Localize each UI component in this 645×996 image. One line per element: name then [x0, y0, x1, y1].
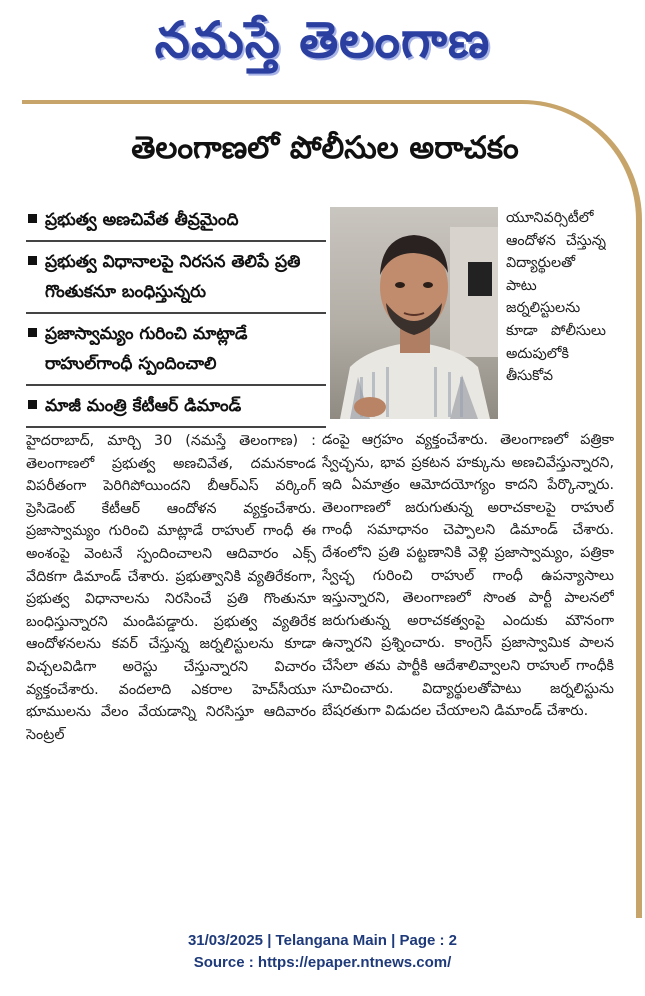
- source-link[interactable]: Source : https://epaper.ntnews.com/: [193, 954, 452, 971]
- subheadline-text: ప్రభుత్వ అణచివేత తీవ్రమైంది: [45, 210, 239, 230]
- subheadline-item: [26, 200, 326, 242]
- subheadline-item: [26, 242, 326, 314]
- bullet-icon: [28, 328, 37, 337]
- bullet-icon: [28, 400, 37, 409]
- masthead: [0, 6, 645, 86]
- person-portrait-icon: [330, 207, 498, 419]
- article-body-column-right-top: యూనివర్సిటీలో ఆందోళన చేస్తున్న విద్యార్థులతో పాటు జర్నలిస్టులను కూడా పోలీసులు అదుపులోకి తీసుకోవ: [506, 210, 606, 385]
- subheadline-text: ప్రభుత్వ విధానాలపై నిరసన తెలిపే ప్రతి గొంతుకనూ బంధిస్తున్నరు: [45, 252, 301, 302]
- newspaper-title: నమస్తే తెలంగాణ: [154, 10, 491, 69]
- subheadline-item: [26, 314, 326, 386]
- article-body-column-left: హైదరాబాద్‌, మార్చి 30 (నమస్తే తెలంగాణ) : తెలంగాణలో ప్రభుత్వ అణచివేత, దమనకాండ విపరీతంగా పెరిగిపోయిందని బీఆర్‌ఎస్‌ వర్కింగ్‌ ప్రెసిడెంట్‌ కేటీఆర్‌ ఆందోళన వ్యక్తంచేశారు. ప్రజాస్వామ్యం గురించి మాట్లాడే రాహుల్‌ గాంధీ ఈ అంశంపై వెంటనే స్పందించాలని ఆదివారం ఎక్స్‌ వేదికగా డిమాండ్‌ చేశారు. ప్రభుత్వానికి వ్యతిరేకంగా, ప్రభుత్వ విధానాలను నిరసించే ప్రతి గొంతునూ బంధిస్తున్నారని మండిపడ్డారు. ప్రభుత్వ వ్యతిరేక ఆందోళనలను కవర్‌ చేస్తున్న జర్నలిస్టులను కూడా విచ్చలవిడిగా అరెస్టు చేస్తున్నారని విచారం వ్యక్తంచేశారు. వందలాది ఎకరాల హెచ్‌సీయూ భూములను వేలం వేయడాన్ని నిరసిస్తూ ఆదివారం సెంట్రల్‌: [26, 433, 316, 743]
- bullet-icon: [28, 214, 37, 223]
- subheadline-item: [26, 386, 326, 428]
- bullet-icon: [28, 256, 37, 265]
- subheadline-text: మాజీ మంత్రి కేటీఆర్‌ డిమాండ్‌: [45, 396, 242, 416]
- subheadline-list: [26, 200, 326, 428]
- article-photo: [330, 207, 498, 419]
- article-body-column-right: డంపై ఆగ్రహం వ్యక్తంచేశారు. తెలంగాణలో పత్రికా స్వేచ్ఛను, భావ ప్రకటన హక్కును అణచివేస్తున్నారని, ఇది ఏమాత్రం ఆమోదయోగ్యం కాదని పేర్కొన్నారు. తెలంగాణలో జరుగుతున్న అరాచకాలపై రాహుల్‌ గాంధీ సమాధానం చెప్పాలని డిమాండ్‌ చేశారు. దేశంలోని ప్రతి పట్టణానికి వెళ్లి ప్రజాస్వామ్యం, పత్రికా స్వేచ్ఛ గురించి రాహుల్‌ గాంధీ ఉపన్యాసాలు ఇస్తున్నారని, తెలంగాణలో సొంత పార్టీ పాలనలో జరుగుతున్న అరాచకత్వంపై ఎందుకు మౌనంగా ఉన్నారని ప్రశ్నించారు. కాంగ్రెస్‌ ప్రజాస్వామిక పాలన చేసేలా తమ పార్టీకి ఆదేశాలివ్వాలని రాహుల్‌ గాంధీకి సూచించారు. విద్యార్థులతోపాటు జర్నలిస్టును బేషరతుగా విడుదల చేయాలని డిమాండ్‌ చేశారు.: [322, 432, 614, 720]
- article-headline: తెలంగాణలో పోలీసుల అరాచకం: [131, 130, 519, 166]
- subheadline-text: ప్రజాస్వామ్యం గురించి మాట్లాడే రాహుల్‌గాంధీ స్పందించాలి: [45, 324, 248, 374]
- page-footer: [0, 930, 645, 974]
- edition-info: 31/03/2025 | Telangana Main | Page : 2: [187, 932, 458, 949]
